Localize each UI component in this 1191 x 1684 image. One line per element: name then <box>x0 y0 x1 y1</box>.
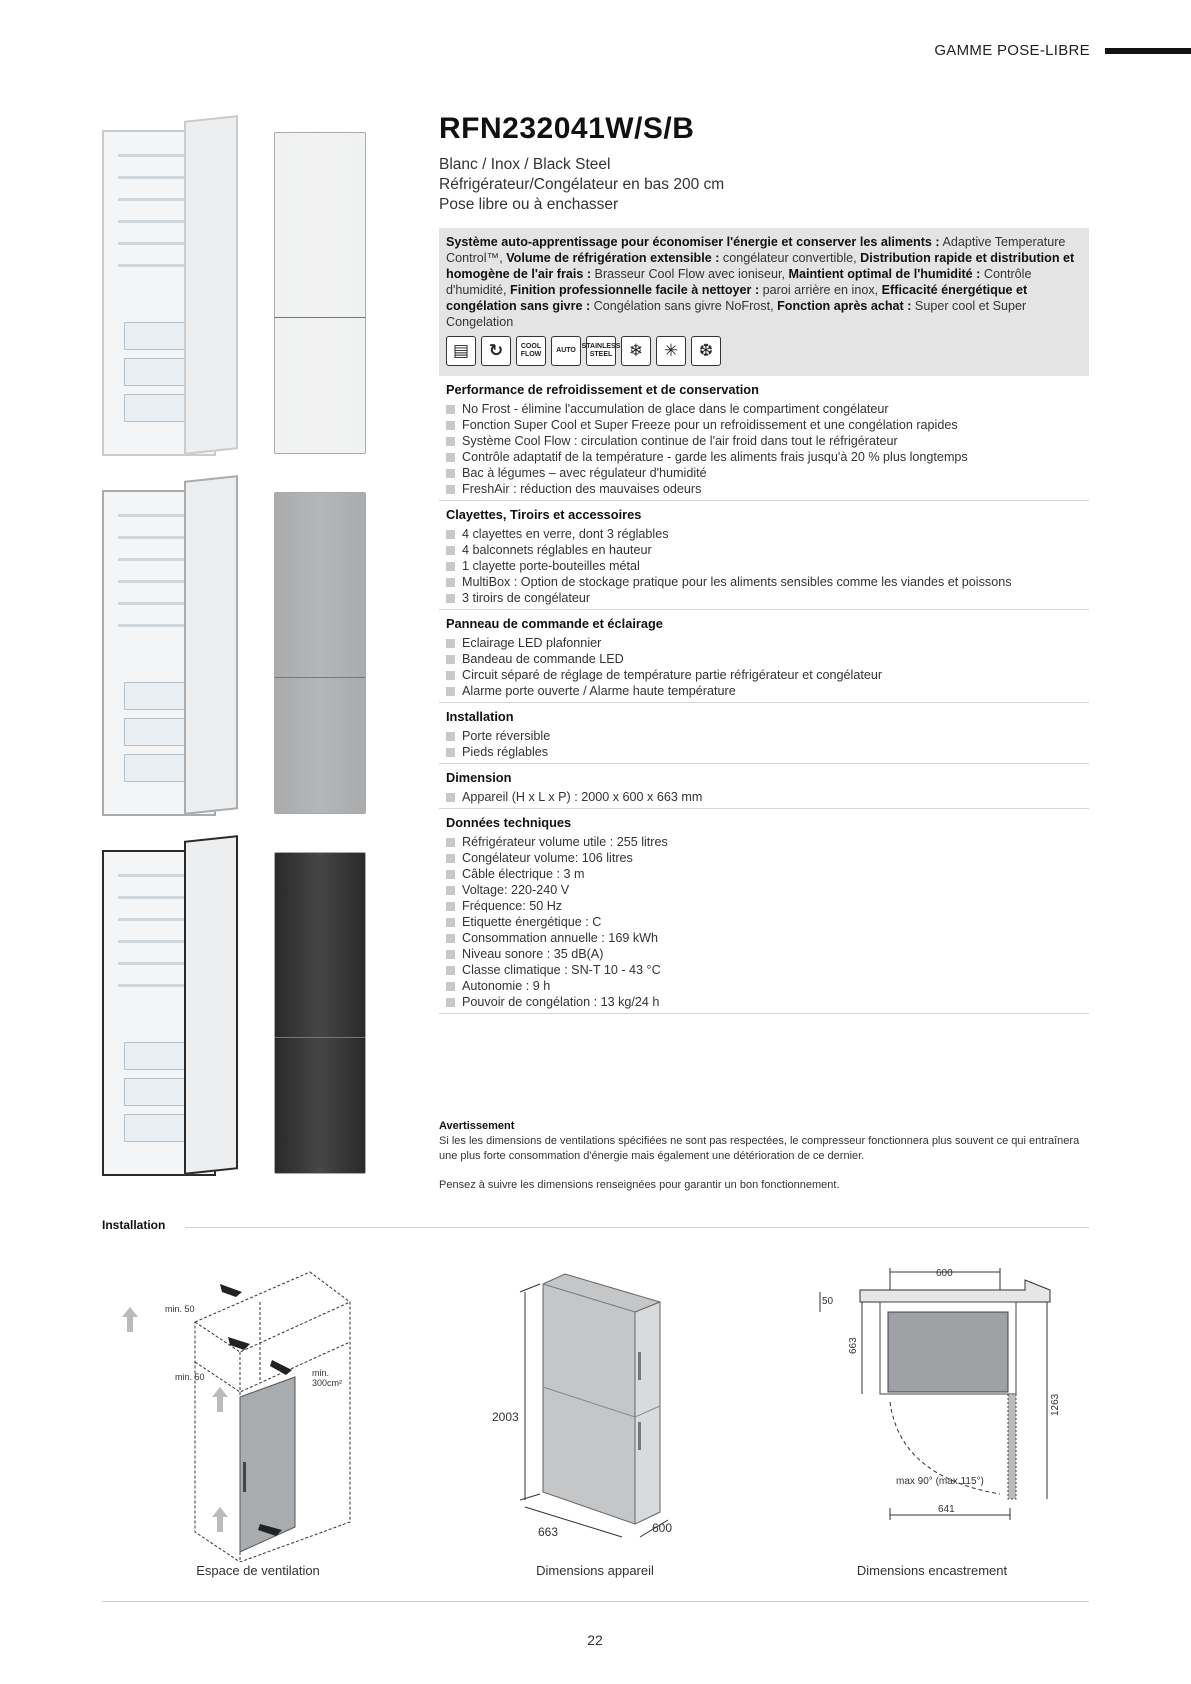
caption-ventilation: Espace de ventilation <box>196 1563 320 1578</box>
feature-value: paroi arrière en inox, <box>759 283 882 297</box>
door-split <box>275 1037 365 1038</box>
fridge-shelf <box>118 242 194 245</box>
label-min50-mid: min. 50 <box>175 1372 205 1382</box>
spec-section <box>439 706 1089 764</box>
appliance-height: 2003 <box>492 1410 519 1424</box>
feature-label: Système auto-apprentissage pour économiser l'énergie et conserver les aliments : <box>446 235 940 249</box>
spec-item: Pieds réglables <box>439 744 1089 760</box>
feature-value: Congélation sans givre NoFrost, <box>590 299 778 313</box>
section-title: Clayettes, Tiroirs et accessoires <box>446 507 642 522</box>
feature-label: Distribution rapide et distribution et homogène de l'air frais : <box>446 251 1075 281</box>
air-flow-icon: ↻ <box>481 336 511 366</box>
feature-box <box>439 228 1089 376</box>
freezer-drawer <box>124 394 192 422</box>
spec-section <box>439 812 1089 1014</box>
page-number: 22 <box>587 1632 603 1648</box>
spec-section <box>439 613 1089 703</box>
builtin-width: 600 <box>936 1268 953 1279</box>
feature-icons <box>446 336 721 366</box>
builtin-angle: max 90° (max 115°) <box>896 1476 984 1487</box>
fridge-door-black <box>184 835 238 1175</box>
warning-tip: Pensez à suivre les dimensions renseignées pour garantir un bon fonctionnement. <box>439 1179 840 1191</box>
freezer-drawer <box>124 322 192 350</box>
fridge-closed-black <box>274 852 366 1174</box>
spec-item: Bac à légumes – avec régulateur d'humidité <box>439 465 1089 481</box>
spec-item: Eclairage LED plafonnier <box>439 635 1089 651</box>
fridge-shelf <box>118 580 194 583</box>
fridge-shelf <box>118 176 194 179</box>
convertible-fridge-icon: ▤ <box>446 336 476 366</box>
feature-text <box>439 228 1089 330</box>
freezer-drawer <box>124 1078 192 1106</box>
auto-humidity-icon: AUTO <box>551 336 581 366</box>
spec-item: Fréquence: 50 Hz <box>439 898 1089 914</box>
fridge-door-inox <box>184 475 238 815</box>
builtin-dimensions-diagram <box>810 1262 1070 1532</box>
spec-item: FreshAir : réduction des mauvaises odeurs <box>439 481 1089 497</box>
feature-label: Fonction après achat : <box>777 299 912 313</box>
feature-label: Maintient optimal de l'humidité : <box>788 267 981 281</box>
spec-section <box>439 504 1089 610</box>
spec-item: Appareil (H x L x P) : 2000 x 600 x 663 mm <box>439 789 1089 805</box>
warning-text: Si les les dimensions de ventilations spécifiées ne sont pas respectées, le compresseur fonctionnera plus souvent ce qui entraînera une plus forte consommation d'énergie mais également une détérioration de ce dernier. <box>439 1135 1080 1162</box>
freezer-drawer <box>124 1042 192 1070</box>
fridge-shelf <box>118 514 194 517</box>
product-type: Réfrigérateur/Congélateur en bas 200 cm <box>439 176 725 193</box>
freezer-drawer <box>124 682 192 710</box>
feature-value: Brasseur Cool Flow avec ioniseur, <box>591 267 789 281</box>
fridge-closed-inox <box>274 492 366 814</box>
builtin-gap: 50 <box>822 1296 834 1307</box>
spec-item: Pouvoir de congélation : 13 kg/24 h <box>439 994 1089 1010</box>
super-cool-icon: ✳ <box>656 336 686 366</box>
fridge-shelf <box>118 154 194 157</box>
spec-item: Voltage: 220-240 V <box>439 882 1089 898</box>
spec-item: Etiquette énergétique : C <box>439 914 1089 930</box>
fridge-shelf <box>118 984 194 987</box>
feature-label: Efficacité énergétique et congélation sans givre : <box>446 283 1028 313</box>
caption-builtin: Dimensions encastrement <box>856 1563 1008 1578</box>
spec-item: Consommation annuelle : 169 kWh <box>439 930 1089 946</box>
label-min50-top: min. 50 <box>165 1304 195 1314</box>
fridge-shelf <box>118 264 194 267</box>
fridge-shelf <box>118 220 194 223</box>
section-title: Données techniques <box>446 815 572 830</box>
spec-item: 1 clayette porte-bouteilles métal <box>439 558 1089 574</box>
spec-item: 4 clayettes en verre, dont 3 réglables <box>439 526 1089 542</box>
fridge-shelf <box>118 198 194 201</box>
fridge-door-white <box>184 115 238 455</box>
warning-title: Avertissement <box>439 1120 515 1132</box>
spec-section <box>439 379 1089 501</box>
builtin-depth: 663 <box>848 1337 859 1354</box>
fridge-shelf <box>118 874 194 877</box>
installation-type: Pose libre ou à enchasser <box>439 196 619 213</box>
spec-item: Porte réversible <box>439 728 1089 744</box>
footer-divider <box>102 1601 1089 1602</box>
divider <box>185 1227 1089 1228</box>
section-title: Dimension <box>446 770 512 785</box>
spec-item: Alarme porte ouverte / Alarme haute température <box>439 683 1089 699</box>
caption-appliance: Dimensions appareil <box>536 1563 654 1578</box>
spec-item: Câble électrique : 3 m <box>439 866 1089 882</box>
feature-value: Contrôle d'humidité, <box>446 267 1032 297</box>
spec-item: Contrôle adaptatif de la température - garde les aliments frais jusqu'à 20 % plus longtemps <box>439 449 1089 465</box>
appliance-depth: 663 <box>538 1525 559 1539</box>
feature-value: Super cool et Super Congelation <box>446 299 1027 329</box>
appliance-width: 600 <box>652 1521 673 1535</box>
section-title: Performance de refroidissement et de conservation <box>446 382 759 397</box>
range-label: GAMME POSE-LIBRE <box>934 42 1090 59</box>
spec-item: Réfrigérateur volume utile : 255 litres <box>439 834 1089 850</box>
spec-section <box>439 767 1089 809</box>
label-min: min. <box>312 1368 330 1378</box>
spec-item: Autonomie : 9 h <box>439 978 1089 994</box>
spec-item: Système Cool Flow : circulation continue de l'air froid dans tout le réfrigérateur <box>439 433 1089 449</box>
builtin-open-depth: 641 <box>938 1504 955 1515</box>
fridge-shelf <box>118 536 194 539</box>
builtin-height: 1263 <box>1050 1393 1061 1416</box>
fridge-shelf <box>118 624 194 627</box>
door-split <box>275 317 365 318</box>
door-split <box>275 677 365 678</box>
spec-item: Fonction Super Cool et Super Freeze pour un refroidissement et une congélation rapides <box>439 417 1089 433</box>
stainless-steel-icon: STAINLESS STEEL <box>586 336 616 366</box>
spec-item: Classe climatique : SN-T 10 - 43 °C <box>439 962 1089 978</box>
spec-item: 4 balconnets réglables en hauteur <box>439 542 1089 558</box>
freezer-drawer <box>124 718 192 746</box>
header-bar <box>1105 48 1191 54</box>
fridge-shelf <box>118 602 194 605</box>
spec-item: 3 tiroirs de congélateur <box>439 590 1089 606</box>
spec-item: No Frost - élimine l'accumulation de glace dans le compartiment congélateur <box>439 401 1089 417</box>
spec-item: Bandeau de commande LED <box>439 651 1089 667</box>
super-freeze-icon: ❆ <box>691 336 721 366</box>
warning <box>439 1119 1089 1193</box>
fridge-shelf <box>118 896 194 899</box>
feature-label: Volume de réfrigération extensible : <box>506 251 720 265</box>
section-title: Installation <box>446 709 514 724</box>
feature-label: Finition professionnelle facile à nettoyer : <box>510 283 760 297</box>
fridge-shelf <box>118 940 194 943</box>
freezer-drawer <box>124 358 192 386</box>
nofrost-icon: ❄ <box>621 336 651 366</box>
fridge-shelf <box>118 558 194 561</box>
feature-value: Adaptive Temperature Control™, <box>446 235 1066 265</box>
freezer-drawer <box>124 754 192 782</box>
freezer-drawer <box>124 1114 192 1142</box>
section-title: Panneau de commande et éclairage <box>446 616 663 631</box>
fridge-shelf <box>118 962 194 965</box>
spec-sections <box>439 379 1089 1017</box>
ventilation-diagram <box>110 1262 370 1562</box>
spec-item: Niveau sonore : 35 dB(A) <box>439 946 1089 962</box>
label-300cm2: 300cm² <box>312 1378 343 1388</box>
spec-item: Congélateur volume: 106 litres <box>439 850 1089 866</box>
feature-value: congélateur convertible, <box>719 251 861 265</box>
appliance-dimensions-diagram <box>480 1262 700 1552</box>
fridge-closed-white <box>274 132 366 454</box>
spec-item: Circuit séparé de réglage de température partie réfrigérateur et congélateur <box>439 667 1089 683</box>
installation-title: Installation <box>102 1218 166 1232</box>
cool-flow-icon: COOL FLOW <box>516 336 546 366</box>
model-title: RFN232041W/S/B <box>439 112 695 145</box>
fridge-shelf <box>118 918 194 921</box>
spec-item: MultiBox : Option de stockage pratique pour les aliments sensibles comme les viandes et poissons <box>439 574 1089 590</box>
finishes: Blanc / Inox / Black Steel <box>439 156 611 173</box>
